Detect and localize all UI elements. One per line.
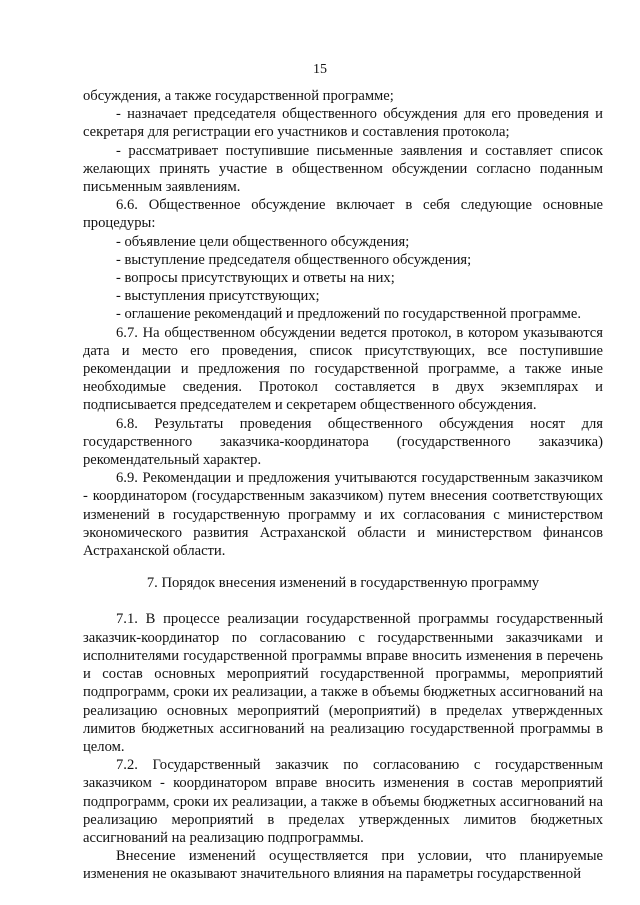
list-item-procedure-4: - выступления присутствующих; xyxy=(116,288,320,305)
paragraph-6-8: 6.8. Результаты проведения общественного обсуждения носят для государственного заказчика-координатора (государственного заказчика) рекомендательный характер. xyxy=(83,415,603,469)
list-item-appoint-chairman: - назначает председателя общественного обсуждения для его проведения и секретаря для регистрации его участников и составления протокола; xyxy=(83,106,603,141)
paragraph-7-2: 7.2. Государственный заказчик по согласованию с государственным заказчиком - координатором вправе вносить изменения в состав мероприятий подпрограмм, сроки их реализации, а также в объемы бюджетных ассигнований на реализацию мероприятий в пределах утвержденных лимитов бюджетных ассигнований на реализацию подпрограммы. xyxy=(83,757,603,846)
spacer xyxy=(83,560,603,574)
list-item-procedure-5: - оглашение рекомендаций и предложений по государственной программе. xyxy=(116,306,582,323)
list-item-review-applications: - рассматривает поступившие письменные заявления и составляет список желающих принять участие в общественном обсуждении согласно поданным письменным заявлениям. xyxy=(83,142,603,196)
paragraph-7-1: 7.1. В процессе реализации государственной программы государственный заказчик-координатор по согласованию с государственными заказчиками и исполнителями государственной программы вправе вносить изменения в перечень и состав основных мероприятий государственной программы, мероприятий подпрограмм, сроки их реализации, а также в объемы бюджетных ассигнований на реализацию основных мероприятий (мероприятий) в пределах утвержденных лимитов бюджетных ассигнований на реализацию государственной программы в целом. xyxy=(83,611,603,755)
paragraph-6-9: 6.9. Рекомендации и предложения учитываются государственным заказчиком - координатором (государственным заказчиком) путем внесения соответствующих изменений в государственную программу и их согласования с министерством экономического развития Астраханской области и министерством финансов Астраханской области. xyxy=(83,470,603,560)
page-number: 15 xyxy=(313,62,327,77)
list-item-procedure-1: - объявление цели общественного обсуждения; xyxy=(116,233,410,250)
paragraph-continuation: обсуждения, а также государственной программе; xyxy=(83,88,394,104)
paragraph-changes-condition: Внесение изменений осуществляется при условии, что планируемые изменения не оказывают значительного влияния на параметры государственной xyxy=(83,848,603,883)
document-body xyxy=(83,87,603,884)
paragraph-6-6: 6.6. Общественное обсуждение включает в себя следующие основные процедуры: xyxy=(83,197,603,232)
list-item-procedure-3: - вопросы присутствующих и ответы на них; xyxy=(116,270,395,287)
list-item-procedure-2: - выступление председателя общественного обсуждения; xyxy=(116,251,472,268)
spacer xyxy=(83,592,603,610)
paragraph-6-7: 6.7. На общественном обсуждении ведется протокол, в котором указываются дата и место его проведения, список присутствующих, все поступившие рекомендации и предложения по государственной программе, а также иные необходимые сведения. Протокол составляется в двух экземплярах и подписывается председателем и секретарем общественного обсуждения. xyxy=(83,324,603,414)
section-heading: 7. Порядок внесения изменений в государственную программу xyxy=(146,575,540,592)
